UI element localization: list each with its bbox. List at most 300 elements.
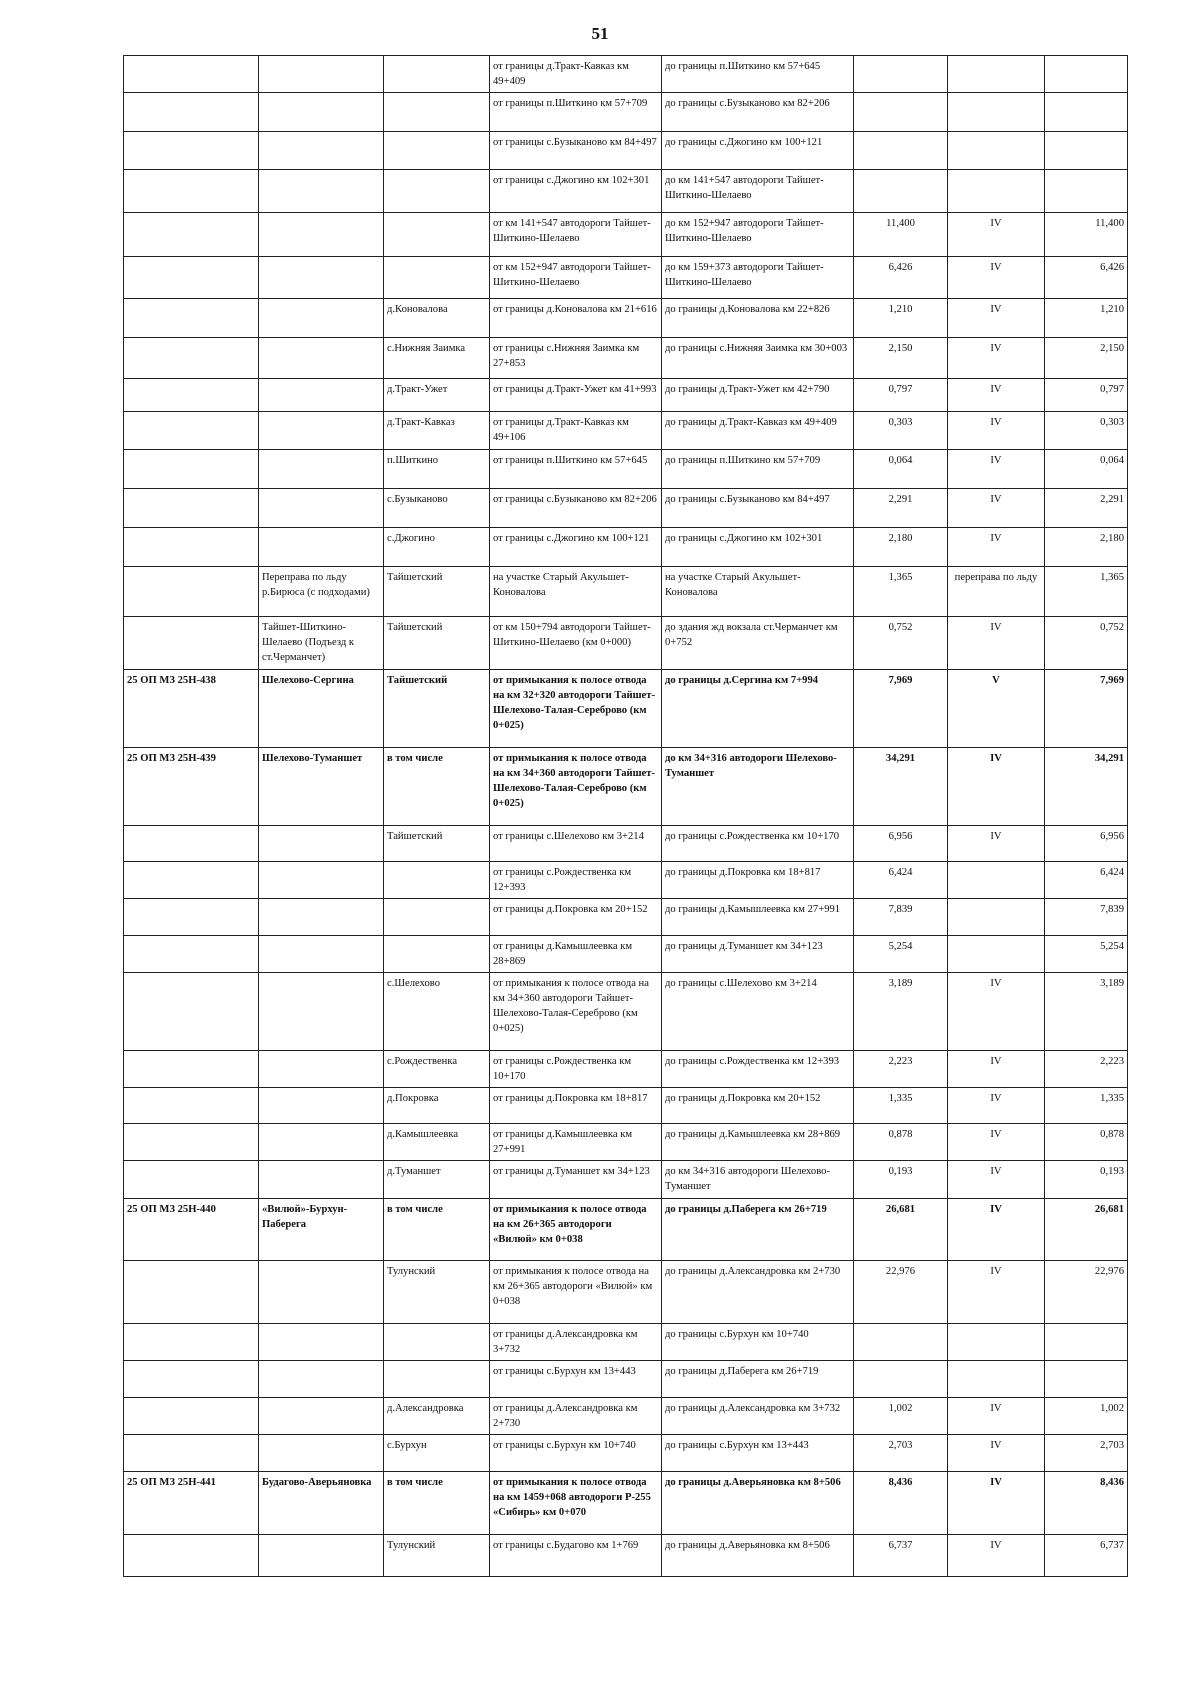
length-cell: 8,436 [854,1472,948,1535]
category-cell: IV [948,1398,1045,1435]
segment-from-cell: от примыкания к полосе отвода на км 26+365 автодороги «Вилюй» км 0+038 [490,1261,662,1324]
length-cell [854,170,948,213]
segment-to-cell: до границы д.Покровка км 18+817 [662,862,854,899]
segment-to-cell: до границы д.Александровка км 2+730 [662,1261,854,1324]
table-row [124,1361,1128,1398]
district-cell [384,170,490,213]
road-id-cell [124,299,259,338]
total-length-cell: 0,193 [1045,1161,1128,1199]
segment-to-cell: до границы с.Бурхун км 10+740 [662,1324,854,1361]
segment-from-cell: от границы п.Шиткино км 57+645 [490,450,662,489]
road-name-cell [259,862,384,899]
table-row [124,567,1128,617]
segment-to-cell: до границы д.Туманшет км 34+123 [662,936,854,973]
category-cell: IV [948,826,1045,862]
table-row [124,1398,1128,1435]
road-name-cell: Шелехово-Туманшет [259,748,384,826]
district-cell [384,1361,490,1398]
district-cell: Тулунский [384,1535,490,1577]
road-name-cell [259,936,384,973]
segment-from-cell: от границы п.Шиткино км 57+709 [490,93,662,132]
district-cell: с.Бурхун [384,1435,490,1472]
road-id-cell [124,338,259,379]
category-cell [948,170,1045,213]
segment-from-cell: от границы с.Бузыканово км 82+206 [490,489,662,528]
table-row [124,489,1128,528]
road-id-cell [124,93,259,132]
table-row [124,862,1128,899]
total-length-cell [1045,170,1128,213]
segment-from-cell: от границы с.Джогино км 100+121 [490,528,662,567]
road-name-cell: Переправа по льду р.Бирюса (с подходами) [259,567,384,617]
table-row [124,1535,1128,1577]
segment-from-cell: от км 152+947 автодороги Тайшет-Шиткино-Шелаево [490,257,662,299]
district-cell [384,862,490,899]
segment-from-cell: от границы с.Нижняя Заимка км 27+853 [490,338,662,379]
category-cell [948,56,1045,93]
road-name-cell [259,170,384,213]
segment-to-cell: до км 34+316 автодороги Шелехово-Туманшет [662,748,854,826]
road-id-cell: 25 ОП МЗ 25Н-440 [124,1199,259,1261]
road-id-cell [124,257,259,299]
length-cell: 6,426 [854,257,948,299]
road-name-cell [259,973,384,1051]
segment-to-cell: до границы с.Рождественка км 10+170 [662,826,854,862]
road-name-cell [259,1435,384,1472]
road-id-cell [124,973,259,1051]
road-id-cell [124,170,259,213]
segment-to-cell: до границы с.Нижняя Заимка км 30+003 [662,338,854,379]
district-cell: в том числе [384,748,490,826]
table-row [124,973,1128,1051]
roads-table [123,55,1128,1577]
total-length-cell: 6,956 [1045,826,1128,862]
total-length-cell: 0,878 [1045,1124,1128,1161]
road-name-cell [259,1088,384,1124]
length-cell: 0,878 [854,1124,948,1161]
road-name-cell [259,299,384,338]
total-length-cell: 34,291 [1045,748,1128,826]
segment-to-cell: до границы д.Паберега км 26+719 [662,1361,854,1398]
road-id-cell [124,412,259,450]
category-cell: IV [948,1472,1045,1535]
road-id-cell [124,862,259,899]
road-id-cell [124,528,259,567]
district-cell [384,1324,490,1361]
total-length-cell: 1,002 [1045,1398,1128,1435]
road-id-cell [124,489,259,528]
district-cell: Тайшетский [384,567,490,617]
total-length-cell: 2,703 [1045,1435,1128,1472]
total-length-cell: 0,797 [1045,379,1128,412]
category-cell: IV [948,1535,1045,1577]
road-id-cell: 25 ОП МЗ 25Н-438 [124,670,259,748]
total-length-cell: 0,303 [1045,412,1128,450]
district-cell: с.Шелехово [384,973,490,1051]
table-row [124,1161,1128,1199]
district-cell [384,936,490,973]
length-cell: 0,752 [854,617,948,670]
total-length-cell: 2,150 [1045,338,1128,379]
total-length-cell: 2,180 [1045,528,1128,567]
table-row [124,528,1128,567]
segment-from-cell: от границы д.Александровка км 3+732 [490,1324,662,1361]
district-cell: п.Шиткино [384,450,490,489]
table-row [124,748,1128,826]
total-length-cell: 11,400 [1045,213,1128,257]
road-id-cell [124,1435,259,1472]
table-row [124,257,1128,299]
district-cell [384,257,490,299]
district-cell: д.Камышлеевка [384,1124,490,1161]
length-cell: 7,839 [854,899,948,936]
category-cell: IV [948,257,1045,299]
length-cell: 2,180 [854,528,948,567]
category-cell [948,1324,1045,1361]
table-row [124,826,1128,862]
length-cell: 2,291 [854,489,948,528]
table-row [124,56,1128,93]
district-cell: с.Джогино [384,528,490,567]
length-cell: 2,223 [854,1051,948,1088]
road-name-cell [259,1361,384,1398]
category-cell: IV [948,1261,1045,1324]
length-cell: 1,335 [854,1088,948,1124]
district-cell: д.Тракт-Кавказ [384,412,490,450]
length-cell: 1,210 [854,299,948,338]
road-name-cell [259,412,384,450]
segment-to-cell: до границы с.Джогино км 100+121 [662,132,854,170]
district-cell: д.Туманшет [384,1161,490,1199]
road-name-cell [259,257,384,299]
segment-to-cell: до границы д.Камышлеевка км 28+869 [662,1124,854,1161]
category-cell: IV [948,450,1045,489]
total-length-cell: 1,365 [1045,567,1128,617]
road-name-cell [259,93,384,132]
road-name-cell [259,1124,384,1161]
total-length-cell: 6,424 [1045,862,1128,899]
road-name-cell [259,489,384,528]
length-cell [854,1324,948,1361]
segment-from-cell: от границы д.Покровка км 20+152 [490,899,662,936]
table-row [124,936,1128,973]
district-cell: Тайшетский [384,617,490,670]
road-name-cell: Будагово-Аверьяновка [259,1472,384,1535]
length-cell: 26,681 [854,1199,948,1261]
length-cell: 0,303 [854,412,948,450]
length-cell: 2,150 [854,338,948,379]
road-id-cell [124,617,259,670]
category-cell: IV [948,412,1045,450]
segment-to-cell: до границы с.Бузыканово км 82+206 [662,93,854,132]
table-row [124,1124,1128,1161]
road-id-cell [124,132,259,170]
table-row [124,379,1128,412]
road-id-cell [124,826,259,862]
category-cell: V [948,670,1045,748]
table-row [124,1435,1128,1472]
category-cell: IV [948,617,1045,670]
segment-to-cell: до км 159+373 автодороги Тайшет-Шиткино-Шелаево [662,257,854,299]
category-cell: IV [948,748,1045,826]
length-cell: 7,969 [854,670,948,748]
segment-from-cell: от границы с.Бурхун км 10+740 [490,1435,662,1472]
district-cell [384,899,490,936]
district-cell [384,213,490,257]
length-cell: 22,976 [854,1261,948,1324]
category-cell: IV [948,379,1045,412]
road-id-cell [124,1324,259,1361]
total-length-cell [1045,56,1128,93]
length-cell: 1,365 [854,567,948,617]
segment-to-cell: до границы д.Аверьяновка км 8+506 [662,1472,854,1535]
district-cell: в том числе [384,1199,490,1261]
total-length-cell: 0,064 [1045,450,1128,489]
total-length-cell [1045,132,1128,170]
total-length-cell [1045,1324,1128,1361]
total-length-cell: 2,291 [1045,489,1128,528]
table-row [124,450,1128,489]
category-cell: IV [948,489,1045,528]
segment-from-cell: от примыкания к полосе отвода на км 34+360 автодороги Тайшет-Шелехово-Талая-Сереброво (км 0+025) [490,973,662,1051]
total-length-cell: 26,681 [1045,1199,1128,1261]
table-row [124,1088,1128,1124]
segment-to-cell: до границы с.Бурхун км 13+443 [662,1435,854,1472]
road-id-cell [124,1398,259,1435]
length-cell [854,132,948,170]
total-length-cell: 8,436 [1045,1472,1128,1535]
road-name-cell [259,1535,384,1577]
length-cell: 2,703 [854,1435,948,1472]
road-name-cell: Шелехово-Сергина [259,670,384,748]
district-cell: с.Нижняя Заимка [384,338,490,379]
segment-to-cell: до границы д.Александровка км 3+732 [662,1398,854,1435]
road-name-cell [259,528,384,567]
district-cell [384,93,490,132]
road-name-cell [259,379,384,412]
segment-to-cell: до границы д.Тракт-Кавказ км 49+409 [662,412,854,450]
length-cell [854,1361,948,1398]
length-cell [854,93,948,132]
length-cell: 6,424 [854,862,948,899]
district-cell [384,56,490,93]
segment-to-cell: до границы д.Аверьяновка км 8+506 [662,1535,854,1577]
road-name-cell [259,1051,384,1088]
total-length-cell: 6,426 [1045,257,1128,299]
table-row [124,299,1128,338]
segment-from-cell: от км 141+547 автодороги Тайшет-Шиткино-Шелаево [490,213,662,257]
total-length-cell: 6,737 [1045,1535,1128,1577]
road-name-cell [259,450,384,489]
road-id-cell [124,1124,259,1161]
category-cell: IV [948,299,1045,338]
road-id-cell [124,567,259,617]
segment-to-cell: до границы д.Покровка км 20+152 [662,1088,854,1124]
table-row [124,1199,1128,1261]
segment-to-cell: до границы с.Рождественка км 12+393 [662,1051,854,1088]
segment-from-cell: от границы д.Тракт-Кавказ км 49+106 [490,412,662,450]
district-cell: д.Покровка [384,1088,490,1124]
segment-from-cell: от примыкания к полосе отвода на км 1459+068 автодороги Р-255 «Сибирь» км 0+070 [490,1472,662,1535]
segment-from-cell: от границы с.Бурхун км 13+443 [490,1361,662,1398]
length-cell: 0,193 [854,1161,948,1199]
category-cell: IV [948,1435,1045,1472]
roads-table-body [124,56,1128,1577]
road-id-cell [124,213,259,257]
segment-to-cell: до здания жд вокзала ст.Черманчет км 0+752 [662,617,854,670]
road-id-cell [124,450,259,489]
road-name-cell: «Вилюй»-Бурхун-Паберега [259,1199,384,1261]
road-name-cell [259,213,384,257]
table-row [124,170,1128,213]
category-cell: IV [948,1124,1045,1161]
segment-from-cell: от границы д.Покровка км 18+817 [490,1088,662,1124]
segment-from-cell: от границы д.Туманшет км 34+123 [490,1161,662,1199]
segment-from-cell: от границы с.Рождественка км 12+393 [490,862,662,899]
segment-from-cell: от границы с.Бузыканово км 84+497 [490,132,662,170]
table-row [124,412,1128,450]
length-cell: 6,737 [854,1535,948,1577]
category-cell [948,936,1045,973]
road-id-cell [124,899,259,936]
segment-from-cell: от границы с.Шелехово км 3+214 [490,826,662,862]
total-length-cell: 5,254 [1045,936,1128,973]
table-row [124,1472,1128,1535]
segment-to-cell: до границы п.Шиткино км 57+709 [662,450,854,489]
length-cell: 34,291 [854,748,948,826]
road-name-cell: Тайшет-Шиткино-Шелаево (Подъезд к ст.Черманчет) [259,617,384,670]
total-length-cell: 22,976 [1045,1261,1128,1324]
segment-to-cell: до границы д.Камышлеевка км 27+991 [662,899,854,936]
total-length-cell: 1,210 [1045,299,1128,338]
category-cell: IV [948,1051,1045,1088]
road-id-cell [124,1361,259,1398]
table-row [124,93,1128,132]
district-cell: Тайшетский [384,826,490,862]
category-cell: IV [948,1161,1045,1199]
district-cell: Тулунский [384,1261,490,1324]
category-cell [948,93,1045,132]
category-cell: переправа по льду [948,567,1045,617]
table-row [124,617,1128,670]
total-length-cell: 0,752 [1045,617,1128,670]
segment-from-cell: от границы д.Коновалова км 21+616 [490,299,662,338]
table-row [124,899,1128,936]
segment-to-cell: до границы с.Шелехово км 3+214 [662,973,854,1051]
road-name-cell [259,899,384,936]
road-id-cell [124,379,259,412]
segment-from-cell: от границы д.Камышлеевка км 27+991 [490,1124,662,1161]
road-id-cell [124,1088,259,1124]
segment-from-cell: от границы с.Джогино км 102+301 [490,170,662,213]
district-cell: Тайшетский [384,670,490,748]
road-name-cell [259,132,384,170]
total-length-cell: 1,335 [1045,1088,1128,1124]
length-cell [854,56,948,93]
category-cell: IV [948,213,1045,257]
total-length-cell: 7,839 [1045,899,1128,936]
table-row [124,213,1128,257]
road-id-cell: 25 ОП МЗ 25Н-441 [124,1472,259,1535]
category-cell [948,132,1045,170]
district-cell: с.Бузыканово [384,489,490,528]
road-name-cell [259,1398,384,1435]
segment-to-cell: до границы с.Бузыканово км 84+497 [662,489,854,528]
length-cell: 6,956 [854,826,948,862]
table-row [124,1324,1128,1361]
segment-from-cell: от границы д.Камышлеевка км 28+869 [490,936,662,973]
segment-from-cell: от км 150+794 автодороги Тайшет-Шиткино-Шелаево (км 0+000) [490,617,662,670]
length-cell: 0,797 [854,379,948,412]
category-cell [948,862,1045,899]
table-row [124,1261,1128,1324]
table-row [124,670,1128,748]
district-cell: д.Коновалова [384,299,490,338]
segment-to-cell: до границы с.Джогино км 102+301 [662,528,854,567]
segment-from-cell: от примыкания к полосе отвода на км 34+360 автодороги Тайшет-Шелехово-Талая-Сереброво (км 0+025) [490,748,662,826]
road-id-cell: 25 ОП МЗ 25Н-439 [124,748,259,826]
road-id-cell [124,1161,259,1199]
segment-from-cell: от границы с.Будагово км 1+769 [490,1535,662,1577]
segment-from-cell: от границы д.Александровка км 2+730 [490,1398,662,1435]
total-length-cell: 3,189 [1045,973,1128,1051]
segment-to-cell: до км 152+947 автодороги Тайшет-Шиткино-Шелаево [662,213,854,257]
segment-from-cell: от границы д.Тракт-Ужет км 41+993 [490,379,662,412]
district-cell: в том числе [384,1472,490,1535]
segment-to-cell: до границы д.Коновалова км 22+826 [662,299,854,338]
segment-to-cell: до км 141+547 автодороги Тайшет-Шиткино-Шелаево [662,170,854,213]
road-name-cell [259,1261,384,1324]
length-cell: 5,254 [854,936,948,973]
category-cell: IV [948,973,1045,1051]
length-cell: 0,064 [854,450,948,489]
segment-to-cell: до границы д.Паберега км 26+719 [662,1199,854,1261]
category-cell [948,899,1045,936]
page-number: 51 [591,24,609,43]
road-id-cell [124,1535,259,1577]
road-id-cell [124,1261,259,1324]
segment-to-cell: до границы п.Шиткино км 57+645 [662,56,854,93]
segment-from-cell: от границы с.Рождественка км 10+170 [490,1051,662,1088]
district-cell: д.Александровка [384,1398,490,1435]
segment-to-cell: до км 34+316 автодороги Шелехово-Туманшет [662,1161,854,1199]
length-cell: 3,189 [854,973,948,1051]
total-length-cell [1045,93,1128,132]
segment-to-cell: до границы д.Сергина км 7+994 [662,670,854,748]
table-row [124,338,1128,379]
category-cell: IV [948,338,1045,379]
total-length-cell: 7,969 [1045,670,1128,748]
road-id-cell [124,1051,259,1088]
length-cell: 11,400 [854,213,948,257]
road-name-cell [259,56,384,93]
total-length-cell [1045,1361,1128,1398]
category-cell: IV [948,1199,1045,1261]
road-name-cell [259,826,384,862]
district-cell: д.Тракт-Ужет [384,379,490,412]
road-id-cell [124,56,259,93]
segment-to-cell: до границы д.Тракт-Ужет км 42+790 [662,379,854,412]
table-row [124,1051,1128,1088]
segment-to-cell: на участке Старый Акульшет-Коновалова [662,567,854,617]
road-name-cell [259,1324,384,1361]
road-name-cell [259,338,384,379]
segment-from-cell: от границы д.Тракт-Кавказ км 49+409 [490,56,662,93]
segment-from-cell: от примыкания к полосе отвода на км 26+365 автодороги «Вилюй» км 0+038 [490,1199,662,1261]
length-cell: 1,002 [854,1398,948,1435]
district-cell: с.Рождественка [384,1051,490,1088]
category-cell: IV [948,528,1045,567]
